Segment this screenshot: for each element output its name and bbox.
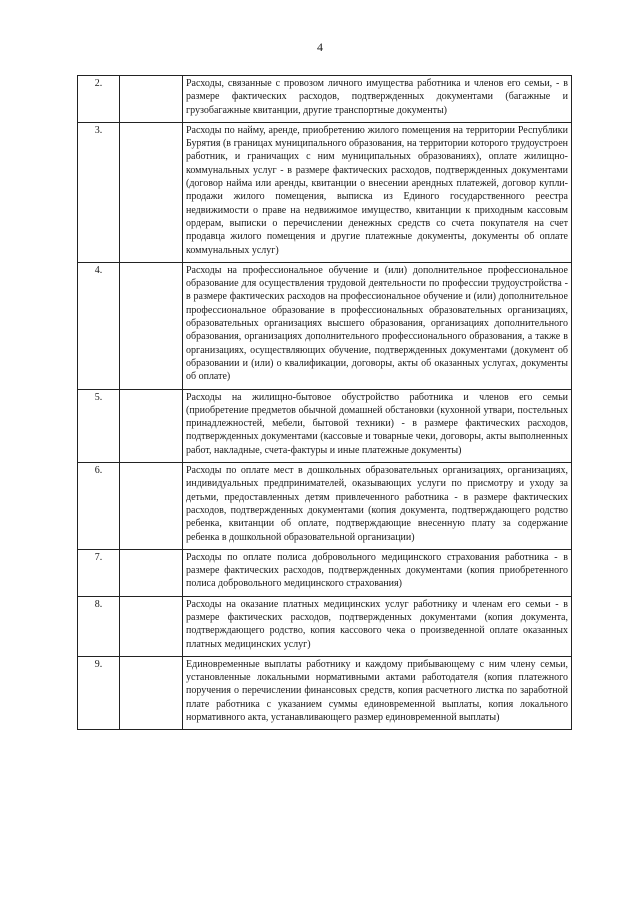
row-number: 6. (78, 463, 120, 550)
row-text: Расходы, связанные с провозом личного имущества работника и членов его семьи, - в размере фактических расходов, подтвержденных документами (багажные и грузобагажные квитанции, другие транспортные документы) (183, 76, 572, 123)
table-row (78, 389, 572, 462)
table-row (78, 76, 572, 123)
row-number: 9. (78, 656, 120, 729)
table-row (78, 656, 572, 729)
table-row (78, 463, 572, 550)
row-number: 5. (78, 389, 120, 462)
row-number: 2. (78, 76, 120, 123)
row-number: 4. (78, 262, 120, 389)
empty-cell (120, 463, 183, 550)
row-text: Расходы на жилищно-бытовое обустройство работника и членов его семьи (приобретение предметов обычной домашней обстановки (кухонной утвари, постельных принадлежностей, мебели, бытовой техники) - в размере фактических расходов, подтвержденных документами (кассовые и товарные чеки, договоры, акты выполненных работ, накладные, счета-фактуры и иные платежные документы) (183, 389, 572, 462)
empty-cell (120, 389, 183, 462)
row-number: 3. (78, 122, 120, 262)
row-text: Расходы на оказание платных медицинских услуг работнику и членам его семьи - в размере фактических расходов, подтвержденных документами (копия документа, подтверждающего родство, копия кассового чека о произведенной оплате оказанных платных медицинских услуг) (183, 596, 572, 656)
empty-cell (120, 656, 183, 729)
row-text: Единовременные выплаты работнику и каждому прибывающему с ним члену семьи, установленные локальными нормативными актами работодателя (копия платежного поручения о перечислении финансовых средств, копия расчетного листка по заработной плате работника с указанием суммы единовременной выплаты, копия локального нормативного акта, устанавливающего размер единовременной выплаты) (183, 656, 572, 729)
table-row (78, 122, 572, 262)
expenses-table (77, 75, 572, 730)
row-text: Расходы по найму, аренде, приобретению жилого помещения на территории Республики Бурятия (в границах муниципального образования, на территории которого трудоустроен работник, и граничащих с ним муниципальных образованиях), оплате жилищно-коммунальных услуг - в размере фактических расходов, подтвержденных документами (договор найма или аренды, квитанции о внесении арендных платежей, договор купли-продажи жилого помещения, выписка из Единого государственного реестра недвижимости о праве на недвижимое имущество, квитанции к приходным кассовым ордерам, выписки о перечислении денежных средств со счета покупателя на счет продавца жилого помещения и другие платежные документы, документы об оплате коммунальных услуг) (183, 122, 572, 262)
row-number: 8. (78, 596, 120, 656)
table-row (78, 262, 572, 389)
page-number: 4 (317, 40, 323, 54)
empty-cell (120, 262, 183, 389)
empty-cell (120, 122, 183, 262)
empty-cell (120, 76, 183, 123)
row-text: Расходы по оплате полиса добровольного медицинского страхования работника - в размере фактических расходов, подтвержденных документами (копия приобретенного полиса добровольного медицинского страхования) (183, 549, 572, 596)
row-text: Расходы на профессиональное обучение и (или) дополнительное профессиональное образование для осуществления трудовой деятельности по профессии трудоустройства - в размере фактических расходов на профессиональное обучение и (или) дополнительное профессиональное образование в профессиональных образовательных организациях, образовательных организациях высшего образования, организациях дополнительного образования, организациях дополнительного профессионального образования, а также в организациях, осуществляющих обучение, подтвержденных документами (документ об образовании и (или) о квалификации, договоры, акты об оказанных услугах, документы об оплате) (183, 262, 572, 389)
row-number: 7. (78, 549, 120, 596)
table-row (78, 596, 572, 656)
row-text: Расходы по оплате мест в дошкольных образовательных организациях, организациях, индивидуальных предпринимателей, оказывающих услуги по присмотру и уходу за детьми, предоставленных детям привлеченного работника - в размере фактических расходов, подтвержденных документами (копия документа, подтверждающего родство ребенка, квитанции об оплате, подтверждающие внесенную плату за содержание ребенка в дошкольной образовательной организации) (183, 463, 572, 550)
empty-cell (120, 596, 183, 656)
empty-cell (120, 549, 183, 596)
table-row (78, 549, 572, 596)
